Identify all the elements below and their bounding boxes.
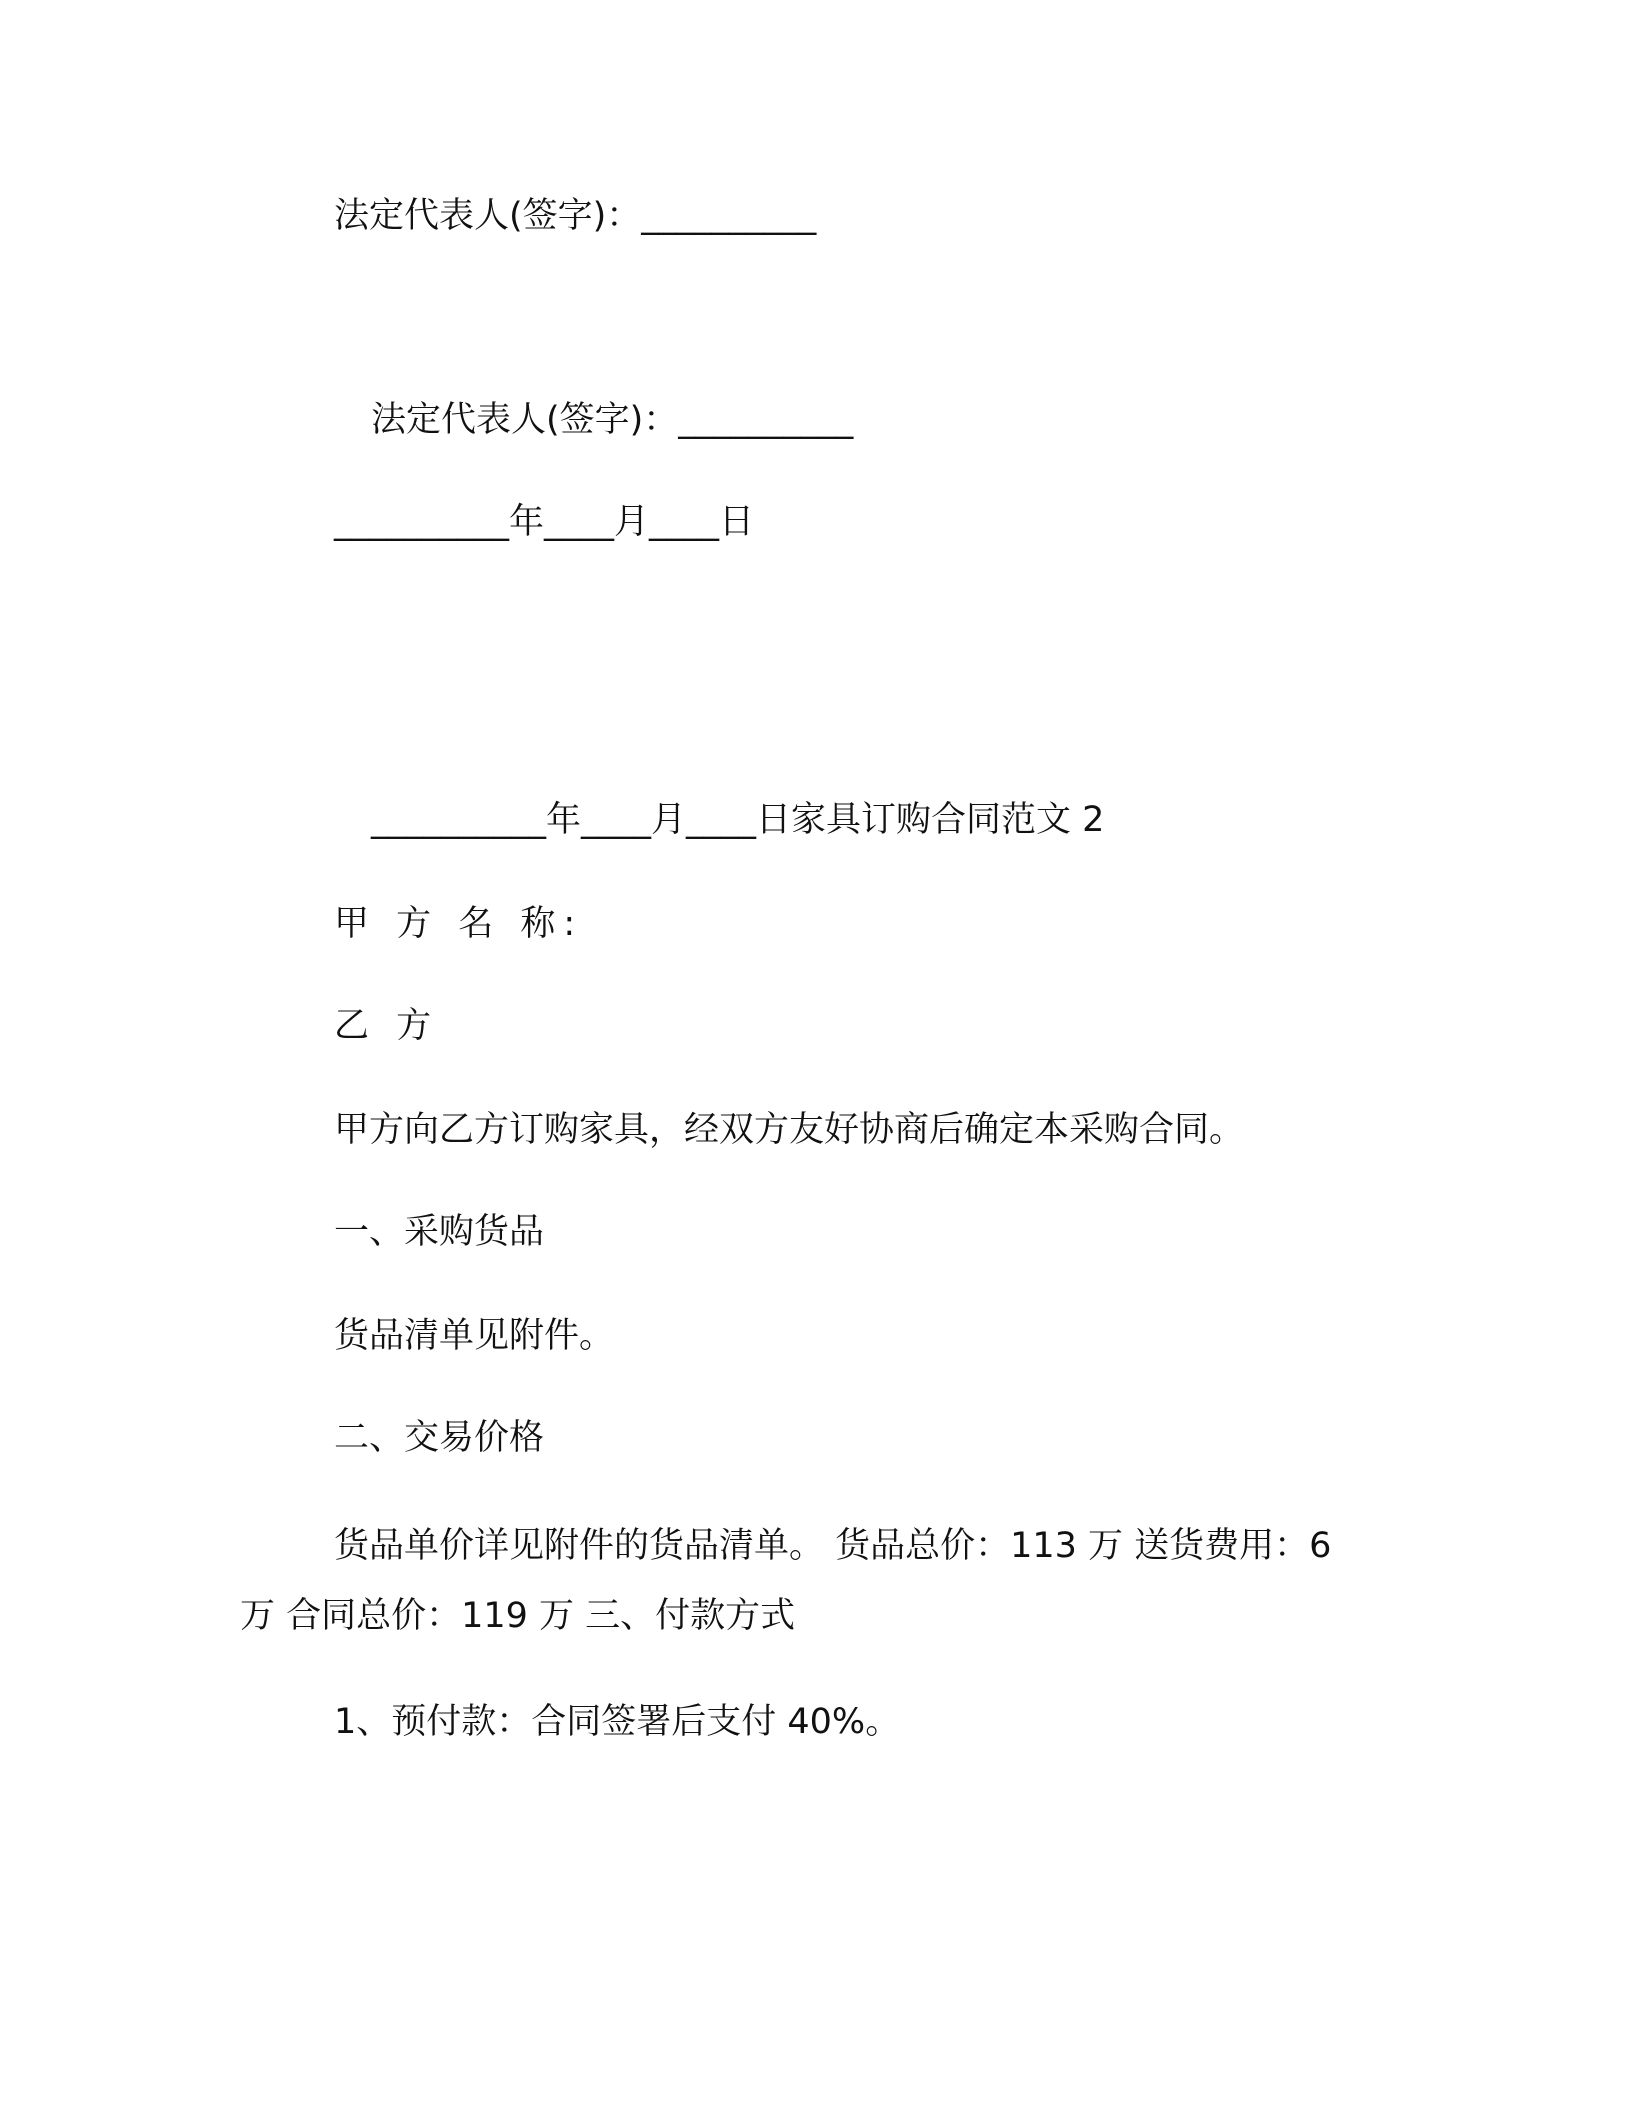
legal-rep-signature-line-2: 法定代表人(签字)：__________ <box>371 400 854 440</box>
price-paragraph-line-2: 万 合同总价：119 万 三、付款方式 <box>240 1596 796 1636</box>
section-2-heading: 二、交易价格 <box>334 1418 545 1458</box>
party-a-label: 甲 方 名 称: <box>334 904 584 944</box>
section-1-body: 货品清单见附件。 <box>334 1316 615 1356</box>
payment-item-1: 1、预付款：合同签署后支付 40%。 <box>334 1702 901 1742</box>
legal-rep-signature-line-1: 法定代表人(签字)：__________ <box>334 196 817 236</box>
price-paragraph-line-1: 货品单价详见附件的货品清单。 货品总价：113 万 送货费用：6 <box>334 1526 1332 1566</box>
intro-paragraph: 甲方向乙方订购家具，经双方友好协商后确定本采购合同。 <box>334 1110 1245 1150</box>
section-1-heading: 一、采购货品 <box>334 1212 545 1252</box>
document-title-line: __________年____月____日家具订购合同范文 2 <box>371 800 1105 840</box>
party-b-label: 乙 方 <box>334 1006 440 1046</box>
date-line: __________年____月____日 <box>334 502 755 542</box>
